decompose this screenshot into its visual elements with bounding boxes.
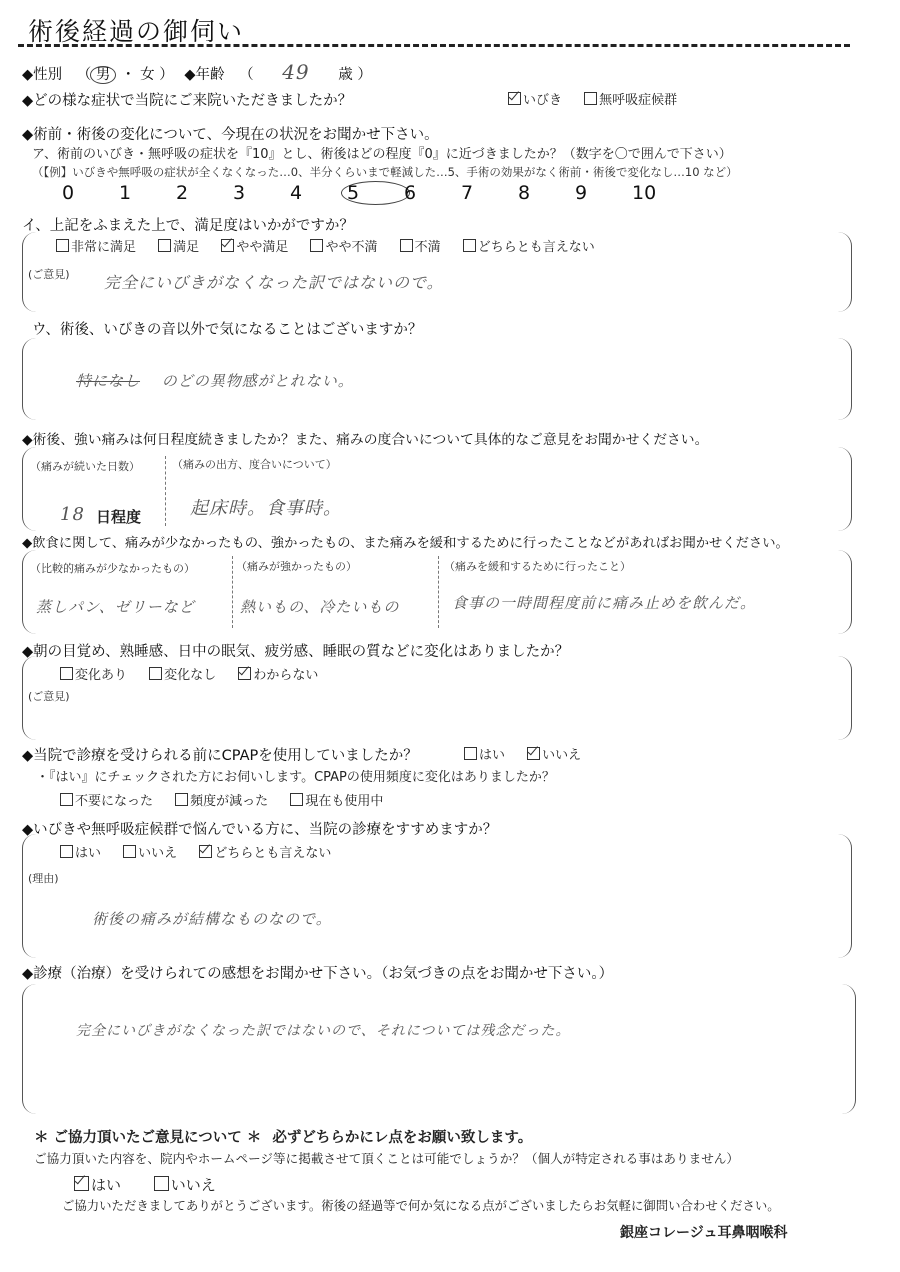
checkbox-icon[interactable]	[74, 1176, 89, 1191]
title-divider	[18, 44, 850, 47]
other-concern-answer[interactable]	[76, 370, 354, 391]
scale-7[interactable]: 7	[461, 182, 474, 204]
recommend-option-yes[interactable]: はい	[60, 842, 101, 861]
recommend-reason-text[interactable]: 術後の痛みが結構なものなので。	[92, 910, 332, 928]
other-concern-text: のどの異物感がとれない。	[161, 372, 354, 390]
satisfaction-option-neutral[interactable]: どちらとも言えない	[463, 236, 595, 255]
impression-question: ◆診療（治療）を受けられての感想をお聞かせ下さい。（お気づきの点をお聞かせ下さい。）	[22, 966, 614, 982]
change-scale	[62, 181, 689, 205]
footer-note-emphasis: 必ずどちらかにレ点をお願い致します。	[272, 1130, 533, 1146]
paren-open: （	[76, 67, 92, 83]
food-col3-label: （痛みを緩和するために行ったこと）	[444, 560, 631, 573]
age-unit: 歳	[338, 67, 353, 83]
checkbox-icon[interactable]	[56, 239, 69, 252]
scale-2[interactable]: 2	[176, 182, 189, 204]
checkbox-icon[interactable]	[175, 793, 188, 806]
struck-text: 特になし	[76, 372, 141, 390]
pain-degree-text[interactable]: 起床時。食事時。	[190, 498, 342, 519]
pain-box	[22, 447, 852, 531]
satisfaction-opinion-text[interactable]: 完全にいびきがなくなった訳ではないので。	[104, 273, 444, 292]
checkbox-icon[interactable]	[400, 239, 413, 252]
change-subquestion: ア、術前のいびき・無呼吸の症状を『10』とし、術後はどの程度『0』に近づきましたか？（数字を〇で囲んで下さい）	[32, 147, 732, 162]
scale-4[interactable]: 4	[290, 182, 303, 204]
footer-question: ご協力頂いた内容を、院内やホームページ等に掲載させて頂くことは可能でしょうか？（個人が特定される事はありません）	[34, 1151, 739, 1166]
morning-opinion-label: (ご意見)	[28, 690, 70, 703]
cpap-sub-option-unneeded[interactable]: 不要になった	[60, 790, 153, 809]
recommend-option-no[interactable]: いいえ	[123, 842, 177, 861]
checkbox-icon[interactable]	[310, 239, 323, 252]
recommend-question: ◆いびきや無呼吸症候群で悩んでいる方に、当院の診療をすすめますか？	[22, 822, 498, 838]
cpap-question: ◆当院で診療を受けられる前にCPAPを使用していましたか？	[22, 748, 418, 764]
recommend-options	[60, 842, 349, 861]
food-col2-label: （痛みが強かったもの）	[236, 560, 357, 573]
symptom-question: ◆どの様な症状で当院にご来院いただきましたか？	[22, 93, 353, 109]
checkbox-icon[interactable]	[149, 667, 162, 680]
publish-option-yes[interactable]: はい	[74, 1174, 121, 1195]
satisfaction-option-satisfied[interactable]: 満足	[158, 236, 199, 255]
other-concern-question: ウ、術後、いびきの音以外で気になることはございますか？	[32, 322, 423, 338]
impression-box	[22, 984, 856, 1114]
gender-female-option[interactable]: 女	[140, 67, 155, 83]
checkbox-icon[interactable]	[60, 845, 73, 858]
pain-days-value[interactable]: 18	[60, 504, 85, 525]
food-col1-value[interactable]: 蒸しパン、ゼリーなど	[36, 598, 195, 616]
checkbox-icon[interactable]	[154, 1176, 169, 1191]
morning-option-changed[interactable]: 変化あり	[60, 664, 127, 683]
satisfaction-option-somewhat-dissatisfied[interactable]: やや不満	[310, 236, 377, 255]
scale-10[interactable]: 10	[632, 182, 657, 204]
footer-note-heading: ＊ ご協力頂いたご意見について ＊	[34, 1130, 262, 1146]
food-col3-value[interactable]: 食事の一時間程度前に痛み止めを飲んだ。	[452, 594, 757, 612]
satisfaction-opinion-label: (ご意見)	[28, 268, 70, 281]
age-paren-open: （	[239, 67, 254, 83]
cpap-option-no[interactable]: いいえ	[527, 744, 581, 763]
checkbox-icon[interactable]	[508, 92, 521, 105]
satisfaction-option-somewhat-satisfied[interactable]: やや満足	[221, 236, 288, 255]
checkbox-icon[interactable]	[463, 239, 476, 252]
recommend-option-neutral[interactable]: どちらとも言えない	[199, 842, 331, 861]
symptom-option-apnea[interactable]: 無呼吸症候群	[584, 89, 677, 108]
food-question: ◆飲食に関して、痛みが少なかったもの、強かったもの、また痛みを緩和するために行ったことなどがあればお聞かせください。	[22, 536, 789, 551]
cpap-sub-option-still-using[interactable]: 現在も使用中	[290, 790, 383, 809]
checkbox-icon[interactable]	[60, 667, 73, 680]
cpap-options	[464, 744, 599, 763]
recommend-reason-label: (理由)	[28, 872, 59, 885]
scale-3[interactable]: 3	[233, 182, 246, 204]
morning-question: ◆朝の目覚め、熟睡感、日中の眠気、疲労感、睡眠の質などに変化はありましたか？	[22, 644, 570, 660]
change-question: ◆術前・術後の変化について、今現在の状況をお聞かせ下さい。	[22, 127, 439, 143]
cpap-option-yes[interactable]: はい	[464, 744, 505, 763]
scale-8[interactable]: 8	[518, 182, 531, 204]
cpap-sub-options	[60, 790, 401, 809]
impression-text[interactable]: 完全にいびきがなくなった訳ではないので、それについては残念だった。	[76, 1023, 571, 1039]
checkbox-icon[interactable]	[158, 239, 171, 252]
checkbox-icon[interactable]	[290, 793, 303, 806]
food-divider-2	[438, 556, 439, 628]
satisfaction-option-very-satisfied[interactable]: 非常に満足	[56, 236, 136, 255]
satisfaction-question: イ、上記をふまえた上で、満足度はいかがですか？	[22, 218, 354, 234]
checkbox-icon[interactable]	[123, 845, 136, 858]
publish-option-no[interactable]: いいえ	[154, 1174, 216, 1195]
checkbox-icon[interactable]	[584, 92, 597, 105]
checkbox-icon[interactable]	[238, 667, 251, 680]
clinic-name: 銀座コレージュ耳鼻咽喉科	[620, 1225, 788, 1241]
age-value[interactable]: 49	[282, 60, 310, 84]
age-paren-close: ）	[357, 67, 372, 83]
footer-note	[34, 1126, 532, 1147]
cpap-sub-option-reduced[interactable]: 頻度が減った	[175, 790, 268, 809]
age-label: ◆年齢	[184, 67, 225, 83]
pain-divider	[165, 456, 166, 526]
morning-option-unchanged[interactable]: 変化なし	[149, 664, 216, 683]
morning-options	[60, 664, 336, 683]
checkbox-icon[interactable]	[60, 793, 73, 806]
basic-info-row	[22, 60, 372, 84]
satisfaction-options	[56, 236, 613, 255]
food-col2-value[interactable]: 熱いもの、冷たいもの	[240, 598, 400, 616]
footer-options	[74, 1174, 234, 1195]
checkbox-icon[interactable]	[527, 747, 540, 760]
symptom-options	[508, 89, 695, 108]
satisfaction-option-dissatisfied[interactable]: 不満	[400, 236, 441, 255]
paren-close: ）	[159, 67, 174, 83]
symptom-option-snoring[interactable]: いびき	[508, 89, 562, 108]
page-title: 術後経過の御伺い	[28, 17, 245, 46]
scale-6[interactable]: 6	[404, 182, 417, 204]
checkbox-icon[interactable]	[464, 747, 477, 760]
gender-label: ◆性別	[22, 67, 63, 83]
scale-5[interactable]: 5	[347, 181, 404, 205]
pain-degree-label: （痛みの出方、度合いについて）	[172, 458, 337, 471]
scale-1[interactable]: 1	[119, 182, 132, 204]
cpap-subquestion: ・『はい』にチェックされた方にお伺いします。CPAPの使用頻度に変化はありましたか？	[36, 770, 555, 785]
pain-days-label: （痛みが続いた日数）	[30, 460, 140, 473]
food-divider-1	[232, 556, 233, 628]
food-col1-label: （比較的痛みが少なかったもの）	[30, 562, 195, 575]
checkbox-icon[interactable]	[199, 845, 212, 858]
checkbox-icon[interactable]	[221, 239, 234, 252]
scale-0[interactable]: 0	[62, 182, 75, 204]
morning-option-unknown[interactable]: わからない	[238, 664, 318, 683]
gender-separator: ・	[120, 67, 136, 83]
scale-9[interactable]: 9	[575, 182, 588, 204]
pain-question: ◆術後、強い痛みは何日程度続きましたか？また、痛みの度合いについて具体的なご意見をお聞かせください。	[22, 432, 709, 448]
footer-thanks: ご協力いただきましてありがとうございます。術後の経過等で何か気になる点がございましたらお気軽に御問い合わせください。	[62, 1198, 780, 1213]
change-example: （【例】いびきや無呼吸の症状が全くなくなった…0、半分くらいまで軽減した…5、手術の効果がなく術前・術後で変化なし…10 など）	[32, 165, 738, 179]
pain-days-unit: 日程度	[96, 508, 142, 526]
gender-male-option[interactable]: 男	[90, 66, 117, 84]
